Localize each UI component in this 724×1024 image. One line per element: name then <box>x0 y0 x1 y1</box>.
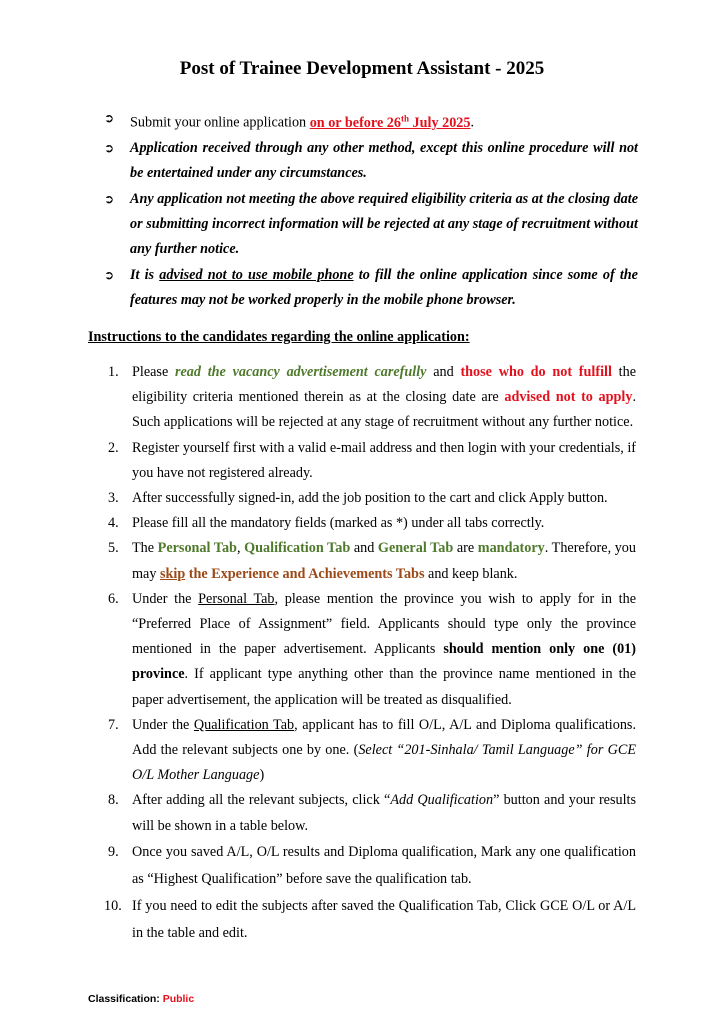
curved-arrow-icon: ➲ <box>104 141 115 156</box>
step-4: 4. Please fill all the mandatory fields (marked as *) under all tabs correctly. <box>108 515 545 532</box>
curved-arrow-icon: ➲ <box>104 191 115 206</box>
bullet-mobile: ➲ It is advised not to use mobile phone to fill the online application since some of the features may not be worked properly in the mobile phone browser. <box>104 263 638 314</box>
deadline-date: on or before 26th July 2025 <box>309 113 471 131</box>
notice-bullets <box>104 106 638 313</box>
bullet-eligibility: ➲ Any application not meeting the above required eligibility criteria as at the closing date or submitting incorrect information will be rejected at any stage of recruitment without any further notice. <box>104 187 638 263</box>
document-title: Post of Trainee Development Assistant - 2025 <box>179 58 545 79</box>
step-5: 5. The Personal Tab, Qualification Tab and General Tab are mandatory. Therefore, you may skip the Experience and Achievements Tabs and keep blank. <box>108 540 636 582</box>
instructions-heading: Instructions to the candidates regarding the online application: <box>88 329 470 345</box>
step-2: 2. Register yourself first with a valid e-mail address and then login with your credentials, if you have not registered already. <box>108 439 636 481</box>
instruction-steps <box>104 360 637 947</box>
step-7: 7. Under the Qualification Tab, applicant has to fill O/L, A/L and Diploma qualifications. Add the relevant subjects one by one. (Select “201-Sinhala/ Tamil Language” for GCE O/L Mother Language) <box>108 716 636 784</box>
curved-arrow-icon: ➲ <box>104 267 115 282</box>
classification-footer: Classification: Public <box>88 993 195 1005</box>
step-8: 8. After adding all the relevant subjects, click “Add Qualification” button and your results will be shown in a table below. <box>108 792 636 834</box>
step-1: 1. Please read the vacancy advertisement carefully and those who do not fulfill the eligibility criteria mentioned therein as at the closing date are advised not to apply. Such applications will be rejected at any stage of recruitment without any further notice. <box>108 364 636 431</box>
step-9: 9. Once you saved A/L, O/L results and Diploma qualification, Mark any one qualification as “Highest Qualification” before save the qualification tab. <box>108 843 636 887</box>
curved-arrow-icon: ➲ <box>104 111 115 125</box>
step-3: 3. After successfully signed-in, add the job position to the cart and click Apply button. <box>108 490 608 507</box>
bullet-deadline: ➲ Submit your online application on or before 26th July 2025. <box>104 106 638 136</box>
bullet-method: ➲ Application received through any other method, except this online procedure will not be entertained under any circumstances. <box>104 136 638 187</box>
step-10: 10. If you need to edit the subjects after saved the Qualification Tab, Click GCE O/L or A/L in the table and edit. <box>104 897 636 941</box>
classification-value: Public <box>162 993 195 1005</box>
step-6: 6. Under the Personal Tab, please mention the province you wish to apply for in the “Preferred Place of Assignment” field. Applicants should type only the province mentioned in the paper advertisement. Applicants should mention only one (01) province. If applicant type anything other than the province name mentioned in the paper advertisement, the application will be treated as disqualified. <box>108 590 637 708</box>
